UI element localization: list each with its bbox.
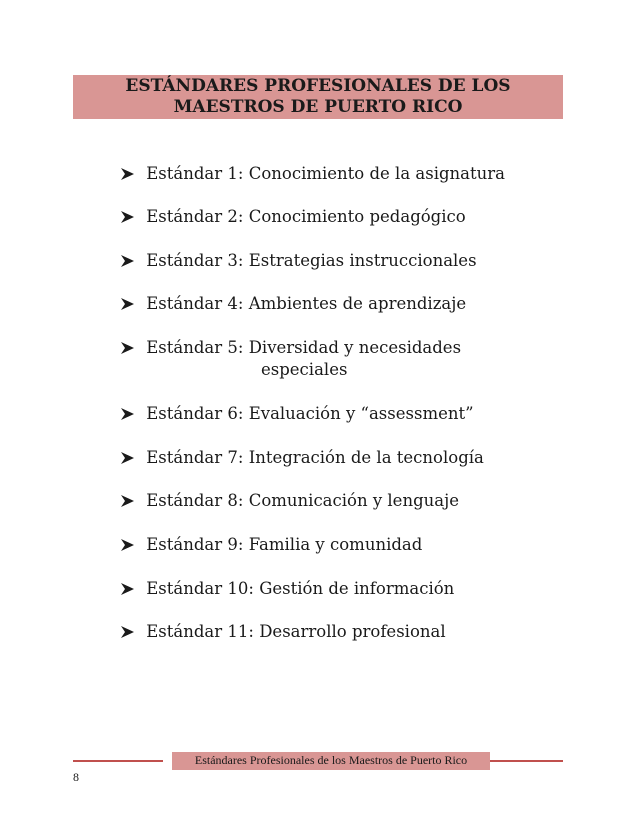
standard-description: Estrategias instruccionales <box>248 251 477 270</box>
standard-label: Estándar 10: <box>146 579 260 598</box>
standard-description: Integración de la tecnología <box>248 448 484 467</box>
standard-item-4 <box>120 293 466 315</box>
standard-label: Estándar 6: <box>146 404 249 423</box>
standard-item-11 <box>120 621 446 643</box>
standard-label: Estándar 1: <box>146 164 249 183</box>
standard-description: Familia y comunidad <box>248 535 423 554</box>
standard-description: Desarrollo profesional <box>259 622 446 641</box>
arrowhead-bullet-icon <box>120 583 135 595</box>
standard-description: Diversidad y necesidades <box>248 338 462 357</box>
standard-item-5 <box>120 337 462 379</box>
arrowhead-bullet-icon <box>120 255 135 267</box>
page-title-line-2: MAESTROS DE PUERTO RICO <box>173 97 463 117</box>
standard-label: Estándar 9: <box>146 535 249 554</box>
arrowhead-bullet-icon <box>120 626 135 638</box>
arrowhead-bullet-icon <box>120 298 135 310</box>
standard-label: Estándar 3: <box>146 251 249 270</box>
standard-item-1 <box>120 163 505 185</box>
standard-label: Estándar 7: <box>146 448 249 467</box>
standard-description: Conocimiento pedagógico <box>248 207 466 226</box>
standard-description: Conocimiento de la asignatura <box>248 164 505 183</box>
standard-item-10 <box>120 578 454 600</box>
standard-description: Gestión de información <box>259 579 455 598</box>
standard-description-continued: especiales <box>261 360 348 379</box>
footer-rule-left <box>73 760 163 762</box>
running-footer: Estándares Profesionales de los Maestros de Puerto Rico <box>194 753 468 767</box>
standard-item-6 <box>120 403 474 425</box>
page-number: 8 <box>73 770 79 784</box>
standard-label: Estándar 11: <box>146 622 260 641</box>
arrowhead-bullet-icon <box>120 342 135 354</box>
standard-item-7 <box>120 447 484 469</box>
standard-label: Estándar 2: <box>146 207 249 226</box>
standard-label: Estándar 5: <box>146 338 249 357</box>
standard-item-3 <box>120 250 477 272</box>
arrowhead-bullet-icon <box>120 539 135 551</box>
standard-item-9 <box>120 534 422 556</box>
arrowhead-bullet-icon <box>120 168 135 180</box>
standard-description: Comunicación y lenguaje <box>248 491 459 510</box>
standard-description: Evaluación y “assessment” <box>248 404 474 423</box>
standard-item-8 <box>120 490 459 512</box>
arrowhead-bullet-icon <box>120 408 135 420</box>
arrowhead-bullet-icon <box>120 495 135 507</box>
standard-description: Ambientes de aprendizaje <box>248 294 467 313</box>
page-title-line-1: ESTÁNDARES PROFESIONALES DE LOS <box>125 76 511 96</box>
arrowhead-bullet-icon <box>120 452 135 464</box>
standard-label: Estándar 4: <box>146 294 249 313</box>
standard-label: Estándar 8: <box>146 491 249 510</box>
arrowhead-bullet-icon <box>120 211 135 223</box>
footer-rule-right <box>490 760 563 762</box>
standard-item-2 <box>120 206 466 228</box>
